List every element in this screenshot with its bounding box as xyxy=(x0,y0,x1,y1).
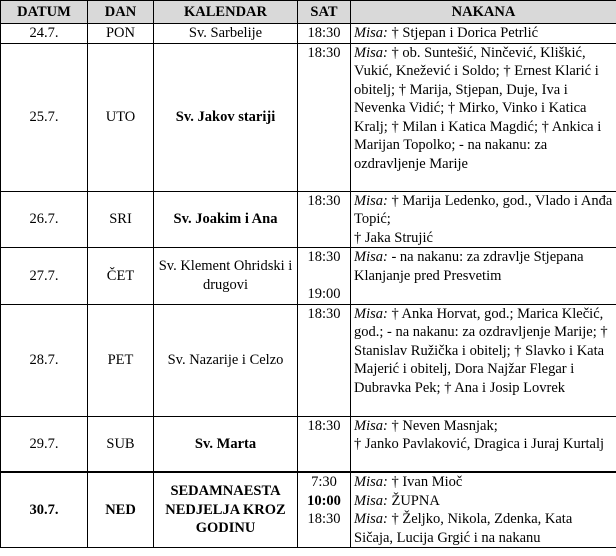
intention-line xyxy=(354,192,613,229)
intention-cell xyxy=(351,472,616,548)
time-cell xyxy=(298,304,351,416)
intention-text: † Neven Masnjak; xyxy=(387,417,498,434)
calendar-cell: Sv. Joakim i Ana xyxy=(154,191,298,248)
schedule-row xyxy=(1,472,616,548)
intention-text: † Anka Horvat, god.; Marica Klečić, god.; - na nakanu: za ozdravljenje Marije; † Stanislav Ružička i obitelj; † Slavko i Kata Majerić i obitelj, Dora Najžar Flegar i Dubravka Pek; † Ana i Josip Lovrek xyxy=(354,305,608,396)
intention-text: † ob. Suntešić, Ninčević, Kliškić, Vukić, Knežević i Soldo; † Ernest Klarić i obitelj; † Marija, Stjepan, Duje, Iva i Nevenka Vidić; † Mirko, Vinko i Katica Kralj; † Milan i Katica Magdić; † Ankica i Marijan Topolko; - na nakanu: za ozdravljenje Marije xyxy=(354,44,602,172)
intention-cell xyxy=(351,24,616,44)
time-value: 7:30 xyxy=(311,474,337,490)
intention-line xyxy=(354,305,613,398)
mass-label: Misa: xyxy=(354,25,388,41)
date-cell: 30.7. xyxy=(1,472,88,548)
intention-text: † Ivan Mioč xyxy=(387,474,463,490)
intention-line xyxy=(354,417,613,436)
time-value: 18:30 xyxy=(307,417,341,434)
header-calendar: KALENDAR xyxy=(154,1,298,24)
header-time: SAT xyxy=(298,1,351,24)
intention-text: † Željko, Nikola, Zdenka, Kata Sičaja, Lucija Grgić i na nakanu xyxy=(354,511,573,546)
day-cell: SRI xyxy=(88,191,154,248)
intention-line xyxy=(354,44,613,174)
intention-cell xyxy=(351,43,616,191)
time-cell xyxy=(298,416,351,472)
intention-cell xyxy=(351,416,616,472)
calendar-cell: Sv. Nazarije i Celzo xyxy=(154,304,298,416)
calendar-cell: Sv. Marta xyxy=(154,416,298,472)
intention-line xyxy=(354,229,613,248)
mass-label: Misa: xyxy=(354,192,388,209)
day-cell: SUB xyxy=(88,416,154,472)
day-cell: UTO xyxy=(88,43,154,191)
mass-label: Misa: xyxy=(354,249,388,265)
intention-text: Klanjanje pred Presvetim xyxy=(354,267,502,284)
intention-text: † Stjepan i Dorica Petrlić xyxy=(387,25,539,41)
date-cell: 27.7. xyxy=(1,248,88,305)
intention-line xyxy=(354,248,613,267)
schedule-row xyxy=(1,304,616,416)
schedule-row xyxy=(1,416,616,472)
mass-label: Misa: xyxy=(354,492,388,509)
time-value: 18:30 xyxy=(307,511,341,527)
intention-cell xyxy=(351,191,616,248)
intention-line xyxy=(354,435,613,454)
day-cell: ČET xyxy=(88,248,154,305)
mass-label: Misa: xyxy=(354,305,388,322)
intention-line xyxy=(354,473,613,492)
time-value: 18:30 xyxy=(307,25,341,41)
schedule-row xyxy=(1,191,616,248)
mass-label: Misa: xyxy=(354,474,388,490)
time-cell xyxy=(298,43,351,191)
time-cell xyxy=(298,472,351,548)
time-value: 18:30 xyxy=(307,249,341,265)
schedule-body xyxy=(1,24,616,548)
day-cell: PON xyxy=(88,24,154,44)
header-date: DATUM xyxy=(1,1,88,24)
header-intention: NAKANA xyxy=(351,1,616,24)
date-cell: 25.7. xyxy=(1,43,88,191)
intention-line xyxy=(354,24,613,43)
time-value: 18:30 xyxy=(307,44,341,61)
mass-label: Misa: xyxy=(354,44,388,61)
calendar-cell: Sv. Sarbelije xyxy=(154,24,298,44)
date-cell: 24.7. xyxy=(1,24,88,44)
day-cell: PET xyxy=(88,304,154,416)
schedule-row xyxy=(1,24,616,44)
time-cell xyxy=(298,191,351,248)
intention-text: † Janko Pavlaković, Dragica i Juraj Kurtalj xyxy=(354,436,605,452)
intention-cell xyxy=(351,248,616,305)
time-value: 19:00 xyxy=(307,286,341,302)
header-row xyxy=(1,1,616,24)
intention-cell xyxy=(351,304,616,416)
schedule-row xyxy=(1,248,616,305)
intention-text: † Jaka Strujić xyxy=(354,229,433,246)
mass-label: Misa: xyxy=(354,417,388,434)
intention-text: - na nakanu: za zdravlje Stjepana xyxy=(387,249,584,265)
date-cell: 26.7. xyxy=(1,191,88,248)
schedule-row xyxy=(1,43,616,191)
date-cell: 29.7. xyxy=(1,416,88,472)
day-cell: NED xyxy=(88,472,154,548)
intention-line xyxy=(354,267,613,286)
header-day: DAN xyxy=(88,1,154,24)
calendar-cell: Sv. Klement Ohridski i drugovi xyxy=(154,248,298,305)
intention-text: ŽUPNA xyxy=(387,492,440,509)
time-value: 18:30 xyxy=(307,192,341,209)
calendar-cell: Sv. Jakov stariji xyxy=(154,43,298,191)
mass-label: Misa: xyxy=(354,511,388,527)
intention-line xyxy=(354,492,613,511)
calendar-cell: SEDAMNAESTA NEDJELJA KROZ GODINU xyxy=(154,472,298,548)
time-value: 10:00 xyxy=(307,492,341,509)
time-cell xyxy=(298,248,351,305)
time-value: 18:30 xyxy=(307,305,341,322)
date-cell: 28.7. xyxy=(1,304,88,416)
intention-text: † Marija Ledenko, god., Vlado i Anđa Topić; xyxy=(354,192,613,227)
intention-line xyxy=(354,510,613,547)
time-cell xyxy=(298,24,351,44)
